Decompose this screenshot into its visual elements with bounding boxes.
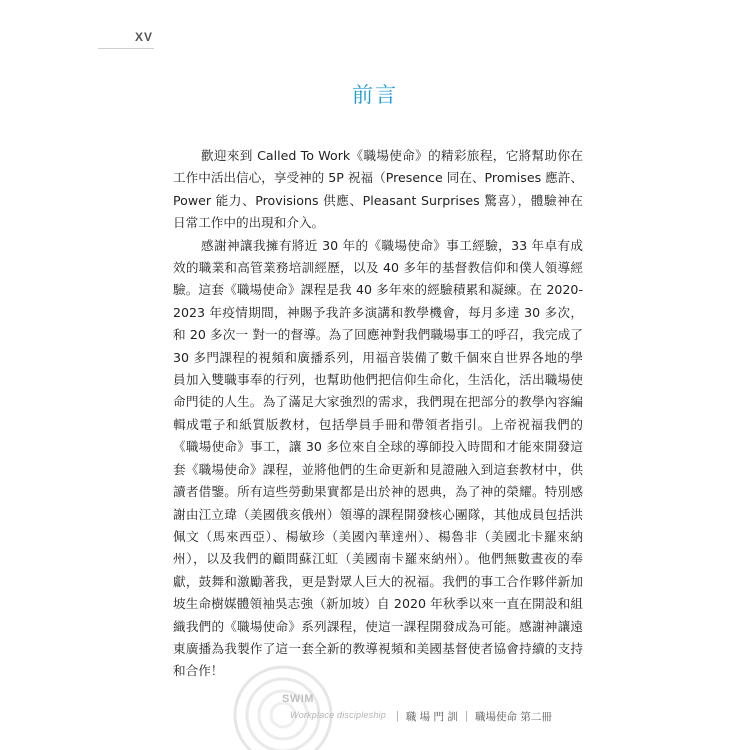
footer-text: ｜ 職 場 門 訓 ｜ 職場使命 第二冊: [392, 711, 552, 723]
logo-tagline: Workplace discipleship: [290, 710, 386, 720]
body-text: [173, 145, 583, 683]
page-number: XV: [135, 30, 154, 44]
logo-word: SWIM: [282, 693, 314, 705]
paragraph: 歡迎來到 Called To Work《職場使命》的精彩旅程，它將幫助你在工作中活出信心，享受神的 5P 祝福（Presence 同在、Promises 應許、Power 能力、Provisions 供應、Pleasant Surprises 驚喜），體驗神在日常工作中的出現和介入。: [173, 148, 583, 231]
paragraph: 感謝神讓我擁有將近 30 年的《職場使命》事工經驗，33 年卓有成效的職業和高管業務培訓經歷，以及 40 多年的基督教信仰和僕人領導經驗。這套《職場使命》課程是我 40 多年來的經驗積累和凝練。在 2020-2023 年疫情期間，神賜予我許多演講和教學機會，每月多達 30 多次，和 20 多次一 對一的督導。為了回應神對我們職場事工的呼召，我完成了 30 多門課程的視頻和廣播系列，用福音裝備了數千個來自世界各地的學員加入雙職事奉的行列，也幫助他們把信仰生命化，生活化，活出職場使命門徒的人生。為了滿足大家強烈的需求，我們現在把部分的教學內容編輯成電子和紙質版教材，包括學員手冊和帶領者指引。上帝祝福我們的《職場使命》事工，讓 30 多位來自全球的導師投入時間和才能來開發這套《職場使命》課程，並將他們的生命更新和見證融入到這套教材中，供讀者借鑒。所有這些勞動果實都是出於神的恩典，為了神的榮耀。特別感謝由江立瑋（美國俄亥俄州）領導的課程開發核心團隊，其他成員包括洪佩文（馬來西亞）、楊敏珍（美國內華達州）、楊魯非（美國北卡羅來納州），以及我們的顧問蘇江虹（美國南卡羅來納州）。他們無數晝夜的奉獻，鼓舞和激勵著我，更是對眾人巨大的祝福。我們的事工合作夥伴新加坡生命樹媒體領袖吳志強（新加坡）自 2020 年秋季以來一直在開設和組織我們的《職場使命》系列課程，使這一課程開發成為可能。感謝神讓遠東廣播為我製作了這一套全新的教導視頻和美國基督使者協會持續的支持和合作！: [173, 237, 583, 679]
header-divider: [98, 48, 154, 49]
page-title: 前言: [352, 83, 398, 107]
